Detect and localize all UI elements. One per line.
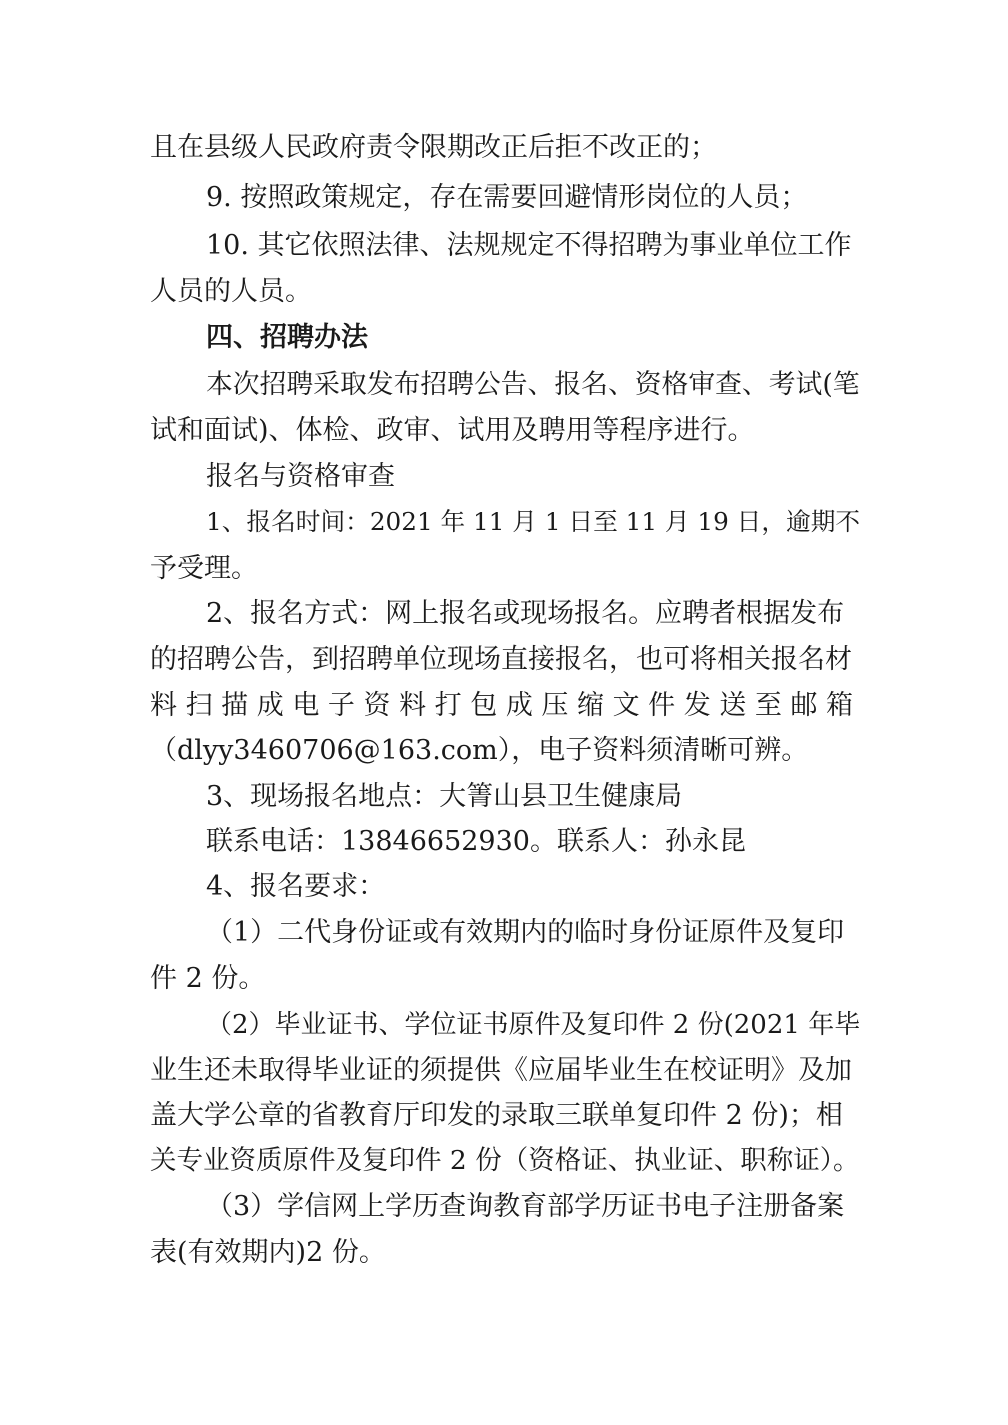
text-line-14: （dlyy3460706@163.com），电子资料须清晰可辨。 (150, 735, 809, 766)
text-line-19: 件 2 份。 (150, 963, 266, 994)
text-line-10: 予受理。 (150, 553, 258, 584)
text-line-9: 1、报名时间：2021 年 11 月 1 日至 11 月 19 日，逾期不 (206, 507, 861, 536)
text-line-22: 盖大学公章的省教育厅印发的录取三联单复印件 2 份)；相 (150, 1100, 843, 1131)
text-line-18: （1）二代身份证或有效期内的临时身份证原件及复印 (206, 917, 845, 948)
text-line-7: 试和面试)、体检、政审、试用及聘用等程序进行。 (150, 415, 755, 446)
text-line-16: 联系电话：13846652930。联系人：孙永昆 (206, 826, 746, 857)
subheading: 报名与资格审查 (206, 461, 395, 492)
section-heading: 四、招聘办法 (206, 322, 368, 353)
text-line-25: 表(有效期内)2 份。 (150, 1237, 386, 1268)
text-line-12: 的招聘公告，到招聘单位现场直接报名，也可将相关报名材 (150, 644, 852, 675)
text-line-24: （3）学信网上学历查询教育部学历证书电子注册备案 (206, 1191, 845, 1222)
text-line-1: 且在县级人民政府责令限期改正后拒不改正的； (150, 132, 717, 163)
text-line-4: 人员的人员。 (150, 276, 312, 307)
text-line-15: 3、现场报名地点：大箐山县卫生健康局 (206, 781, 683, 812)
text-line-13: 料 扫 描 成 电 子 资 料 打 包 成 压 缩 文 件 发 送 至 邮 箱 (150, 690, 854, 721)
text-line-21: 业生还未取得毕业证的须提供《应届毕业生在校证明》及加 (150, 1055, 852, 1086)
text-line-11: 2、报名方式：网上报名或现场报名。应聘者根据发布 (206, 598, 845, 629)
text-line-2: 9. 按照政策规定，存在需要回避情形岗位的人员； (206, 182, 808, 213)
text-line-3: 10. 其它依照法律、法规规定不得招聘为事业单位工作 (206, 230, 852, 261)
text-line-23: 关专业资质原件及复印件 2 份（资格证、执业证、职称证）。 (150, 1145, 860, 1176)
text-line-20: （2）毕业证书、学位证书原件及复印件 2 份(2021 年毕 (206, 1010, 861, 1040)
text-line-6: 本次招聘采取发布招聘公告、报名、资格审查、考试(笔 (206, 369, 860, 400)
text-line-17: 4、报名要求： (206, 871, 386, 902)
